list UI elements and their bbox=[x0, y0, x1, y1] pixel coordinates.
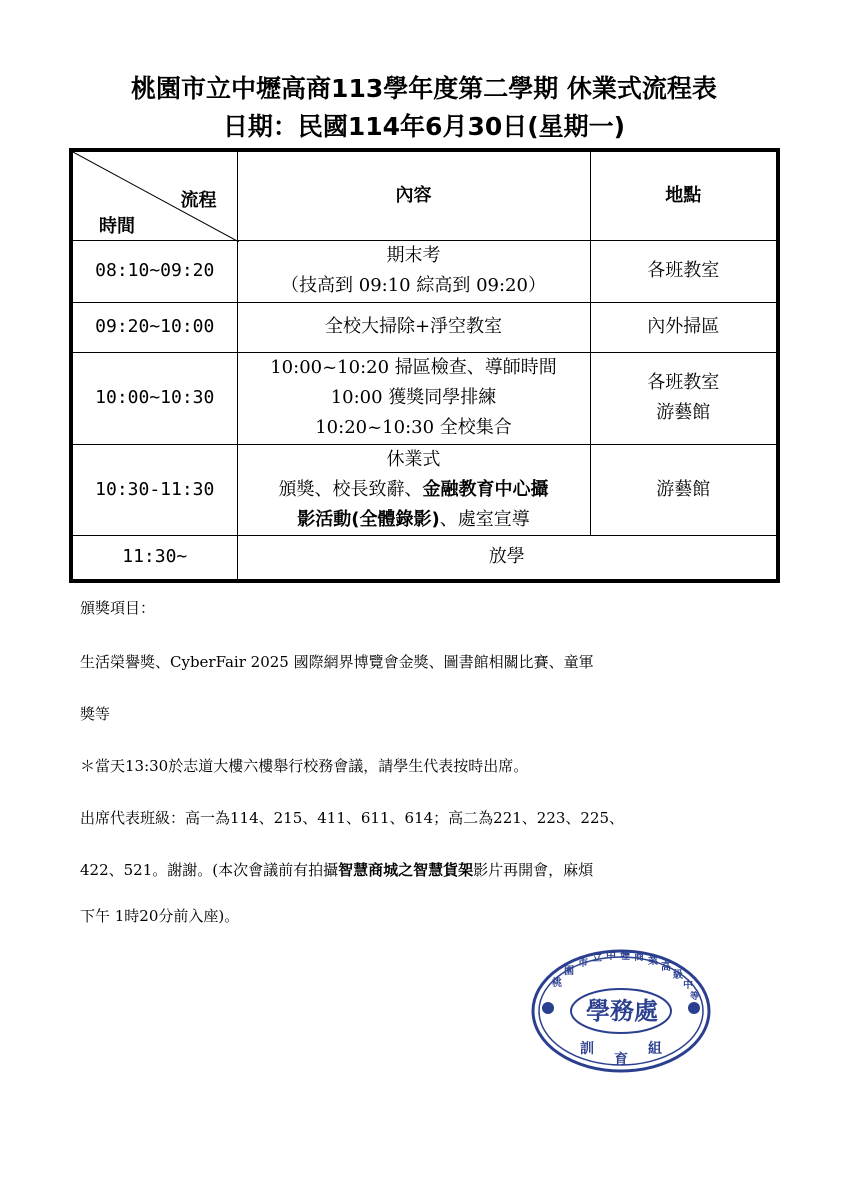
header-content: 內容 bbox=[237, 150, 590, 240]
document-title: 桃園市立中壢高商113學年度第二學期 休業式流程表 bbox=[131, 74, 717, 103]
row-location bbox=[590, 240, 778, 302]
content-text: 頒獎、校長致辭、 bbox=[278, 478, 423, 500]
table-header-row bbox=[71, 150, 778, 240]
row-content bbox=[237, 444, 590, 535]
row-content bbox=[237, 352, 590, 444]
svg-text:組: 組 bbox=[648, 1041, 662, 1057]
content-line: 全校大掃除+淨空教室 bbox=[324, 316, 503, 337]
content-text: 、處室宣導 bbox=[439, 508, 530, 530]
location-line: 內外掃區 bbox=[647, 316, 720, 337]
location-line: 各班教室 bbox=[647, 260, 720, 281]
content-bold-text: 金融教育中心攝 bbox=[422, 478, 549, 500]
meeting-notice: ＊當天13:30於志道大樓六樓舉行校務會議，請學生代表按時出席。 bbox=[80, 757, 529, 775]
svg-text:等: 等 bbox=[690, 992, 700, 1002]
location-line: 各班教室 bbox=[647, 372, 720, 393]
row-content bbox=[237, 240, 590, 302]
row-location bbox=[590, 302, 778, 352]
row-content bbox=[237, 302, 590, 352]
content-line bbox=[240, 505, 588, 535]
document-date: 日期：民國114年6月30日(星期一) bbox=[222, 112, 626, 141]
plum-blossom-icon bbox=[688, 1002, 700, 1014]
awards-list: 生活榮譽獎、CyberFair 2025 國際網界博覽會金獎、圖書館相關比賽、童軍 bbox=[80, 653, 594, 671]
representatives-line-cont bbox=[80, 859, 770, 881]
table-row bbox=[71, 535, 778, 581]
location-line: 游藝館 bbox=[656, 478, 711, 500]
header-location: 地點 bbox=[590, 150, 778, 240]
header-time-label: 時間 bbox=[99, 216, 135, 237]
content-line: 休業式 bbox=[386, 448, 441, 470]
row-time: 10:30-11:30 bbox=[71, 444, 237, 535]
location-line: 游藝館 bbox=[656, 402, 711, 423]
svg-text:商: 商 bbox=[634, 952, 644, 963]
row-time: 10:00~10:30 bbox=[71, 352, 237, 444]
svg-text:高: 高 bbox=[661, 962, 671, 973]
table-row bbox=[71, 444, 778, 535]
notes-bold-text: 智慧商城之智慧貨架 bbox=[338, 861, 474, 879]
header-process-label: 流程 bbox=[180, 190, 217, 211]
table-row bbox=[71, 352, 778, 444]
row-content bbox=[237, 535, 778, 581]
svg-text:訓: 訓 bbox=[580, 1041, 594, 1057]
svg-text:市: 市 bbox=[578, 958, 588, 969]
representatives-line: 出席代表班級：高一為114、215、411、611、614；高二為221、223、225、 bbox=[80, 809, 625, 827]
header-corner-cell bbox=[71, 150, 237, 240]
awards-heading: 頒獎項目： bbox=[80, 599, 156, 617]
row-location bbox=[590, 444, 778, 535]
plum-blossom-icon bbox=[542, 1002, 554, 1014]
content-line: 期末考 bbox=[386, 245, 441, 266]
content-line: 10:00 獲獎同學排練 bbox=[330, 387, 497, 408]
row-time: 08:10~09:20 bbox=[71, 240, 237, 302]
svg-text:級: 級 bbox=[673, 970, 683, 981]
svg-text:園: 園 bbox=[564, 966, 574, 977]
table-row bbox=[71, 302, 778, 352]
table-row bbox=[71, 240, 778, 302]
representatives-line-end: 下午 1時20分前入座)。 bbox=[80, 907, 240, 925]
content-bold-text: 影活動(全體錄影) bbox=[297, 508, 440, 530]
svg-text:學務處: 學務處 bbox=[586, 996, 658, 1025]
svg-text:中: 中 bbox=[683, 980, 693, 991]
awards-list-cont: 獎等 bbox=[80, 705, 111, 723]
row-location bbox=[590, 352, 778, 444]
svg-text:業: 業 bbox=[648, 956, 658, 967]
svg-text:中: 中 bbox=[606, 951, 616, 962]
content-line bbox=[240, 475, 588, 505]
row-time: 11:30~ bbox=[71, 535, 237, 581]
content-line: 放學 bbox=[488, 546, 525, 568]
svg-text:立: 立 bbox=[592, 953, 602, 964]
notes-text: 影片再開會，麻煩 bbox=[473, 861, 594, 879]
schedule-table bbox=[69, 148, 780, 583]
office-seal-stamp bbox=[530, 948, 712, 1074]
content-line: 10:20~10:30 全校集合 bbox=[315, 417, 512, 438]
content-line: （技高到 09:10 綜高到 09:20） bbox=[281, 275, 546, 296]
svg-text:育: 育 bbox=[614, 1052, 628, 1068]
svg-text:壢: 壢 bbox=[620, 951, 630, 962]
svg-text:桃: 桃 bbox=[552, 978, 562, 989]
notes-text: 422、521。謝謝。(本次會議前有拍攝 bbox=[80, 861, 339, 879]
content-line: 10:00~10:20 掃區檢查、導師時間 bbox=[270, 357, 557, 378]
row-time: 09:20~10:00 bbox=[71, 302, 237, 352]
